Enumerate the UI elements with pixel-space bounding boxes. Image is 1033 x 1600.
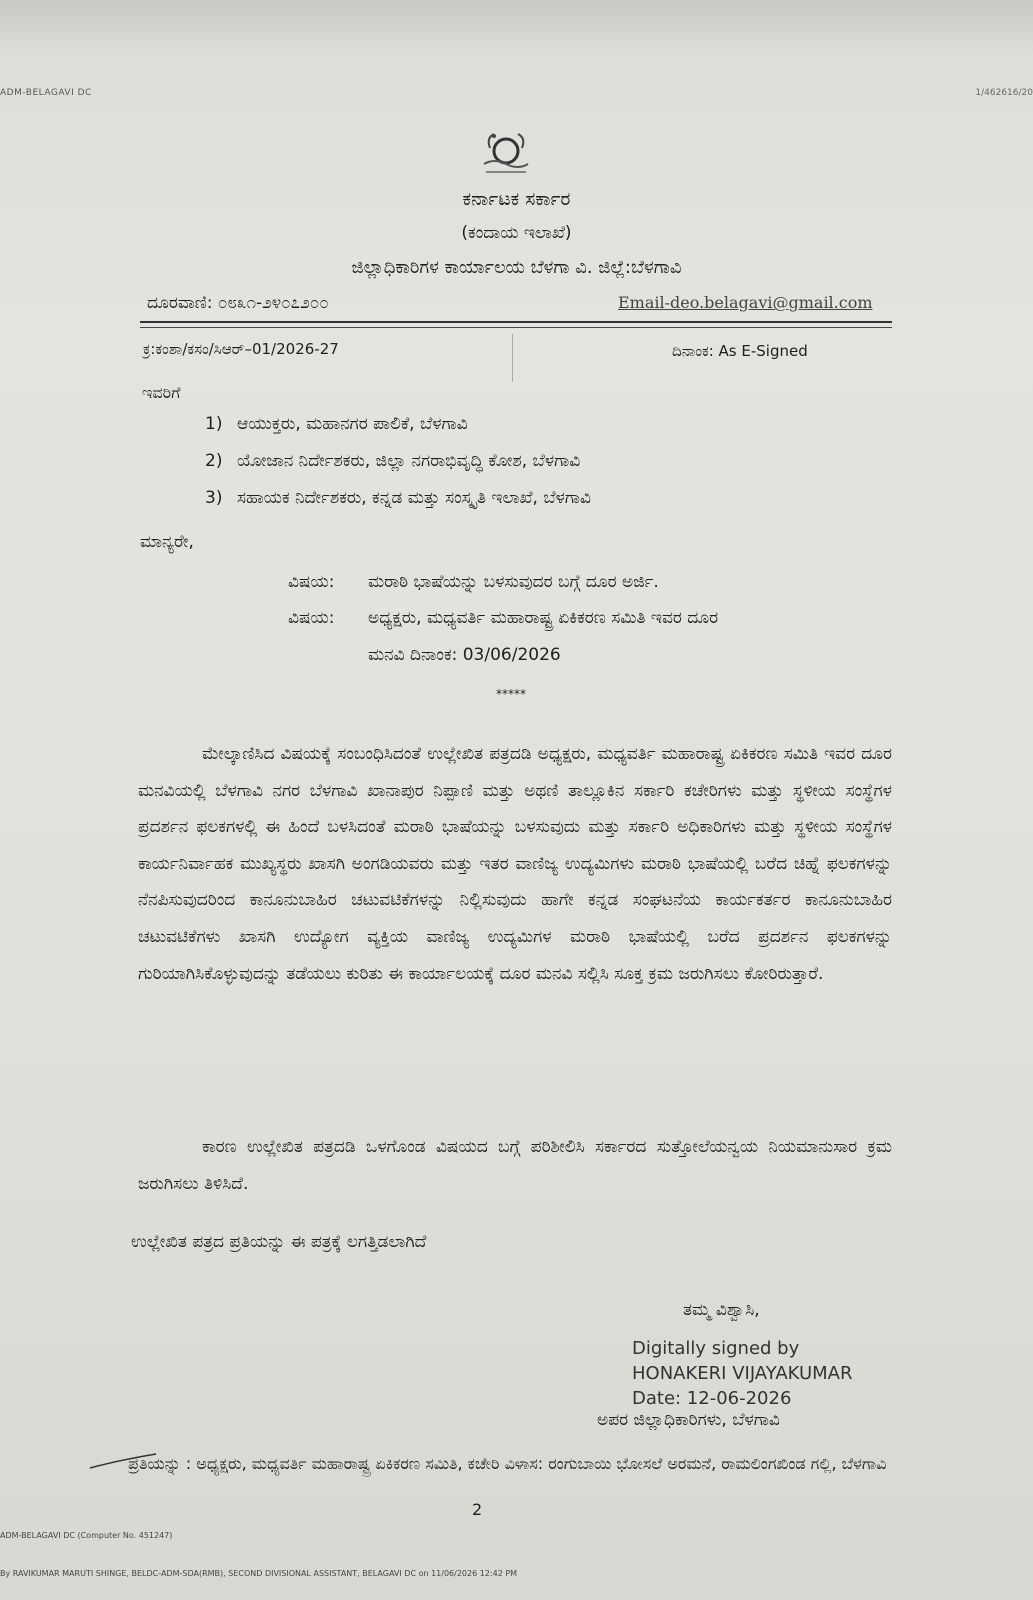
subject-line [288, 608, 718, 628]
subject-text: ಅಧ್ಯಕ್ಷರು, ಮಧ್ಯವರ್ತಿ ಮಹಾರಾಷ್ಟ್ರ ಏಕಿಕರಣ ಸಮಿತಿ ಇವರ ದೂರ [368, 608, 719, 628]
section-separator: ***** [496, 687, 526, 701]
margin-file-number: 1/462616/20 [975, 88, 1033, 98]
signature-line: Date: 12-06-2026 [632, 1388, 792, 1409]
signature-line: HONAKERI VIJAYAKUMAR [632, 1363, 853, 1384]
subject-label: ವಿಷಯ: [288, 608, 335, 628]
recipient-text: ಯೋಜಾನ ನಿರ್ದೇಶಕರು, ಜಿಲ್ಲಾ ನಗರಾಭಿವೃದ್ಧಿ ಕೋಶ, ಬೆಳಗಾವಿ [237, 451, 581, 471]
closing-yours: ತಮ್ಮ ವಿಶ್ವಾಸಿ, [683, 1300, 760, 1320]
margin-office-code: ADM-BELAGAVI DC [0, 88, 92, 98]
government-name: ಕರ್ನಾಟಕ ಸರ್ಕಾರ [462, 188, 571, 210]
subject-label: ವಿಷಯ: [288, 572, 335, 592]
recipient-item [205, 414, 468, 434]
recipient-number: 2) [205, 451, 223, 471]
office-name: ಜಿಲ್ಲಾಧಿಕಾರಿಗಳ ಕಾರ್ಯಾಲಯ ಬೆಳಗಾ ವಿ. ಜಿಲ್ಲೆ:ಬೆಳಗಾವಿ [351, 257, 682, 278]
subject-text: ಮನವಿ ದಿನಾಂಕ: 03/06/2026 [368, 645, 561, 665]
reference-number: ಕ್ರ:ಕಂಶಾ/ಕಸಂ/ಸಿಆರ್–01/2026-27 [143, 340, 339, 358]
signatory-designation: ಅಪರ ಜಿಲ್ಲಾಧಿಕಾರಿಗಳು, ಬೆಳಗಾವಿ [597, 1410, 780, 1430]
subject-line [288, 572, 659, 592]
office-email: Email-deo.belagavi@gmail.com [618, 293, 873, 312]
page-number: 2 [472, 1500, 483, 1519]
header-rule-thin [140, 327, 892, 328]
addressee-label: ಇವರಿಗೆ [142, 383, 181, 402]
recipient-number: 1) [205, 414, 223, 434]
body-paragraph-3: ಉಲ್ಲೇಖಿತ ಪತ್ರದ ಪ್ರತಿಯನ್ನು ಈ ಪತ್ರಕ್ಕೆ ಲಗತ್ತಿಡಲಾಗಿದೆ [131, 1232, 427, 1252]
recipient-text: ಸಹಾಯಕ ನಿರ್ದೇಶಕರು, ಕನ್ನಡ ಮತ್ತು ಸಂಸ್ಕೃತಿ ಇಲಾಖೆ, ಬೆಳಗಾವಿ [237, 488, 592, 508]
signature-line: Digitally signed by [632, 1338, 800, 1359]
recipient-text: ಆಯುಕ್ತರು, ಮಹಾನಗರ ಪಾಲಿಕೆ, ಬೆಳಗಾವಿ [237, 414, 468, 434]
digital-signature [632, 1336, 852, 1411]
state-emblem-icon [476, 128, 536, 180]
footer-generated-by: By RAVIKUMAR MARUTI SHINGE, BELDC-ADM-SDA(RMB), SECOND DIVISIONAL ASSISTANT, BELAGAVI DC on 11/06/2026 12:42 PM [0, 1569, 518, 1578]
header-rule-thick [140, 321, 892, 323]
subject-line [288, 645, 561, 665]
reference-date: ದಿನಾಂಕ: As E-Signed [672, 342, 808, 360]
copy-to: ಪ್ರತಿಯನ್ನು : ಅಧ್ಯಕ್ಷರು, ಮಧ್ಯವರ್ತಿ ಮಹಾರಾಷ್ಟ್ರ ಏಕಿಕರಣ ಸಮಿತಿ, ಕಚೇರಿ ವಿಳಾಸ: ರಂಗುಬಾಯಿ ಭೋಸಲೆ ಅರಮನೆ, ರಾಮಲಿಂಗಖಿಂಡ ಗಲ್ಲಿ, ಬೆಳಗಾವಿ [128, 1454, 887, 1473]
footer-computer-no: ADM-BELAGAVI DC (Computer No. 451247) [0, 1531, 173, 1540]
recipient-item [205, 488, 591, 508]
recipient-number: 3) [205, 488, 223, 508]
page-shadow [0, 0, 1033, 55]
fold-line [512, 334, 513, 382]
office-phone: ದೂರವಾಣಿ: ೦೮೩೧-೨೪೦೭೨೦೦ [147, 293, 329, 313]
department-name: (ಕಂದಾಯ ಇಲಾಖೆ) [461, 223, 572, 243]
body-paragraph-2: ಕಾರಣ ಉಲ್ಲೇಖಿತ ಪತ್ರದಡಿ ಒಳಗೊಂಡ ವಿಷಯದ ಬಗ್ಗೆ ಪರಿಶೀಲಿಸಿ ಸರ್ಕಾರದ ಸುತ್ತೋಲೆಯನ್ವಯ ನಿಯಮಾನುಸಾರ ಕ್ರಮ ಜರುಗಿಸಲು ತಿಳಿಸಿದೆ. [138, 1137, 892, 1194]
body-paragraph-1: ಮೇಲ್ಕಾಣಿಸಿದ ವಿಷಯಕ್ಕೆ ಸಂಬಂಧಿಸಿದಂತೆ ಉಲ್ಲೇಖಿತ ಪತ್ರದಡಿ ಅಧ್ಯಕ್ಷರು, ಮಧ್ಯವರ್ತಿ ಮಹಾರಾಷ್ಟ್ರ ಏಕಿಕರಣ ಸಮಿತಿ ಇವರ ದೂರ ಮನವಿಯಲ್ಲಿ ಬೆಳಗಾವಿ ನಗರ ಬೆಳಗಾವಿ ಖಾನಾಪುರ ನಿಪ್ಪಾಣಿ ಮತ್ತು ಅಥಣಿ ತಾಲ್ಲೂಕಿನ ಸರ್ಕಾರಿ ಕಚೇರಿಗಳು ಮತ್ತು ಸ್ಥಳೀಯ ಸಂಸ್ಥೆಗಳ ಪ್ರದರ್ಶನ ಫಲಕಗಳಲ್ಲಿ ಈ ಹಿಂದೆ ಬಳಸಿದಂತೆ ಮರಾಠಿ ಭಾಷೆಯನ್ನು ಬಳಸುವುದು ಮತ್ತು ಸರ್ಕಾರಿ ಅಧಿಕಾರಿಗಳು ಮತ್ತು ಸ್ಥಳೀಯ ಸಂಸ್ಥೆಗಳ ಕಾರ್ಯನಿರ್ವಾಹಕ ಮುಖ್ಯಸ್ಥರು ಖಾಸಗಿ ಅಂಗಡಿಯವರು ಮತ್ತು ಇತರ ವಾಣಿಜ್ಯ ಉದ್ಯಮಿಗಳು ಮರಾಠಿ ಭಾಷೆಯಲ್ಲಿ ಬರೆದ ಚಿಹ್ನೆ ಫಲಕಗಳನ್ನು ನೆನಪಿಸುವುದರಿಂದ ಕಾನೂನುಬಾಹಿರ ಚಟುವಟಿಕೆಗಳನ್ನು ನಿಲ್ಲಿಸುವುದು ಹಾಗೇ ಕನ್ನಡ ಸಂಘಟನೆಯ ಕಾರ್ಯಕರ್ತರ ಕಾನೂನುಬಾಹಿರ ಚಟುವಟಿಕೆಗಳು ಖಾಸಗಿ ಉದ್ಯೋಗ ವ್ಯಕ್ತಿಯ ವಾಣಿಜ್ಯ ಉದ್ಯಮಿಗಳ ಮರಾಠಿ ಭಾಷೆಯಲ್ಲಿ ಬರೆದ ಪ್ರದರ್ಶನ ಫಲಕಗಳನ್ನು ಗುರಿಯಾಗಿಸಿಕೊಳ್ಳುವುದನ್ನು ತಡೆಯಲು ಕುರಿತು ಈ ಕಾರ್ಯಾಲಯಕ್ಕೆ ದೂರ ಮನವಿ ಸಲ್ಲಿಸಿ ಸೂಕ್ತ ಕ್ರಮ ಜರುಗಿಸಲು ಕೋರಿರುತ್ತಾರೆ. [138, 744, 892, 984]
salutation: ಮಾನ್ಯರೇ, [140, 532, 194, 552]
subject-text: ಮರಾಠಿ ಭಾಷೆಯನ್ನು ಬಳಸುವುದರ ಬಗ್ಗೆ ದೂರ ಅರ್ಜಿ. [368, 572, 659, 592]
recipient-item [205, 451, 580, 471]
